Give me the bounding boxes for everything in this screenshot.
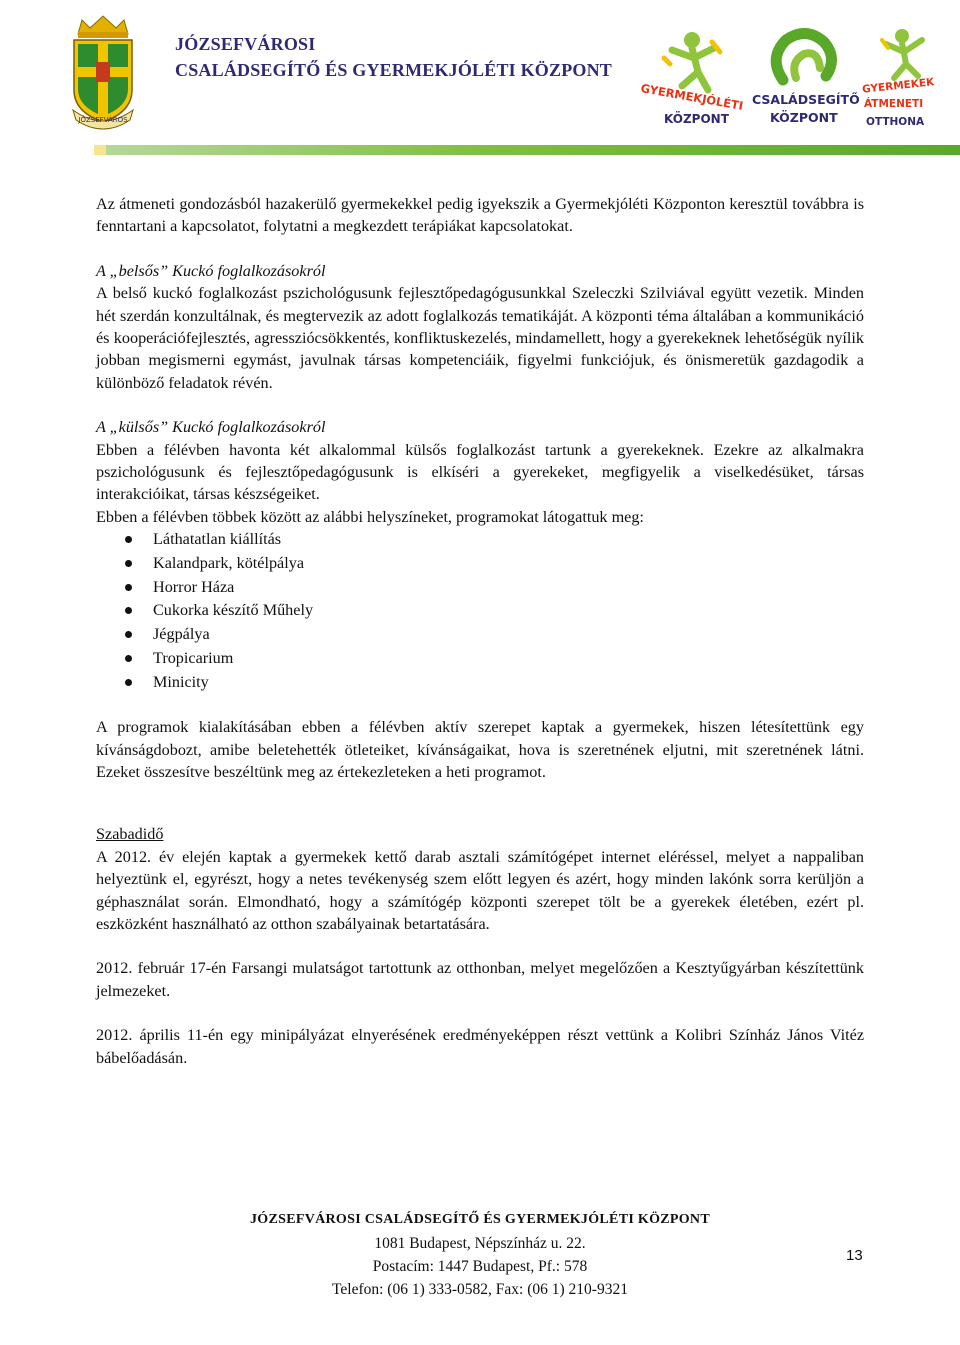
paragraph-visited-intro: Ebben a félévben többek között az alábbi helyszíneket, programokat látogattuk meg: (96, 507, 644, 526)
heading-outer-kucko: A „külsős” Kuckó foglalkozásokról (96, 418, 326, 437)
logo3-line1: GYERMEKEK (861, 76, 935, 96)
footer-address: 1081 Budapest, Népszínház u. 22. (374, 1235, 586, 1252)
paragraph-outer-kucko: Ebben a félévben havonta két alkalommal külsős foglalkozást tartunk a gyerekeknek. Ezekre az alkalmakra pszichológusunk és fejlesztőpedagógusunk is elkíséri a gyerekeket, megfigyelik a viselkedésüket, társas interakcióikat, társas készségeiket. (96, 440, 864, 504)
org-title-line2: CSALÁDSEGÍTŐ ÉS GYERMEKJÓLÉTI KÖZPONT (175, 60, 612, 80)
footer-organization: JÓZSEFVÁROSI CSALÁDSEGÍTŐ ÉS GYERMEKJÓLÉTI KÖZPONT (250, 1212, 710, 1227)
footer-phone: Telefon: (06 1) 333-0582, Fax: (06 1) 210-9321 (332, 1281, 628, 1298)
header-divider-accent (94, 145, 106, 155)
jumping-child-icon (858, 28, 940, 84)
logo1-line2: KÖZPONT (664, 112, 729, 126)
list-item: Kalandpark, kötélpálya (96, 552, 864, 576)
footer-postal-address: Postacím: 1447 Budapest, Pf.: 578 (372, 1258, 588, 1275)
embrace-swirl-icon (748, 28, 858, 90)
page-header (0, 0, 960, 160)
header-divider (94, 145, 960, 155)
logo3-line3: OTTHONA (866, 116, 925, 128)
org-title-line1: JÓZSEFVÁROSI (175, 34, 316, 54)
organization-title (175, 31, 612, 83)
logo3-line2: ÁTMENETI (864, 98, 924, 110)
list-item: Tropicarium (96, 647, 864, 671)
paragraph-computers: A 2012. év elején kaptak a gyermekek kettő darab asztali számítógépet internet eléréssel, melyet a nappaliban helyeztünk el, egyrészt, hogy a netes tevékenység szem előtt legyen és azért, hogy minden lakónk sorra kerüljön a géphasználat során. Elmondható, hogy a számítógép központi szerepet tölt be a gyerekek életében, ezért pl. eszközként használható az otthon szabályainak betartatására. (96, 847, 864, 934)
visited-places-list (96, 528, 864, 694)
heading-inner-kucko: A „belsős” Kuckó foglalkozásokról (96, 261, 326, 280)
logo2-line1: CSALÁDSEGÍTŐ (752, 92, 860, 107)
svg-text:JÓZSEFVÁROS: JÓZSEFVÁROS (78, 116, 128, 124)
list-item: Láthatatlan kiállítás (96, 528, 864, 552)
logo1-line1: GYERMEKJÓLÉTI (639, 81, 745, 113)
paragraph-inner-kucko: A belső kuckó foglalkozást pszichológusunk fejlesztőpedagógusunkkal Szeleczki Szilviával együtt vezetik. Minden hét szerdán konzultálnak, és megtervezik az adott foglalkozás tematikáját. A központi téma általában a kommunikáció és kooperációfejlesztés, agressziócsökkentés, konfliktuskezelés, mindamellett, hogy a gyerekeknek lehetőségük nyílik jobban megismerni egymást, javulnak társas kompetenciáik, figyelmi funkciójuk, és önismeretük gazdagodik a különböző feladatok révén. (96, 284, 864, 392)
crown-icon (78, 16, 128, 38)
paragraph-transition-care: Az átmeneti gondozásból hazakerülő gyermekekkel pedig igyekszik a Gyermekjóléti Központon keresztül továbbra is fenntartani a kapcsolatot, folytatni a megkezdett terápiákat kapcsolatokat. (96, 195, 864, 236)
gyermekjoleti-kozpont-logo (639, 28, 745, 138)
gyermekek-atmeneti-otthona-logo (858, 28, 940, 138)
list-item: Horror Háza (96, 576, 864, 600)
list-item: Minicity (96, 671, 864, 695)
page-number: 13 (846, 1247, 863, 1264)
logo2-line2: KÖZPONT (770, 110, 838, 125)
paragraph-theatre: 2012. április 11-én egy minipályázat elnyerésének eredményeképpen részt vettünk a Kolibri Színház János Vitéz bábelőadásán. (96, 1026, 864, 1067)
list-item: Jégpálya (96, 623, 864, 647)
csaladsegito-kozpont-logo (748, 28, 860, 125)
heading-free-time: Szabadidő (96, 825, 164, 844)
paragraph-carnival: 2012. február 17-én Farsangi mulatságot tartottunk az otthonban, melyet megelőzően a Kesztyűgyárban készítettünk jelmezeket. (96, 959, 864, 1000)
document-body (96, 193, 864, 1069)
coat-of-arms-logo (68, 12, 138, 132)
list-item: Cukorka készítő Műhely (96, 599, 864, 623)
paragraph-programs: A programok kialakításában ebben a félévben aktív szerepet kaptak a gyermekek, hiszen létesítettünk egy kívánságdobozt, amibe beletehették ötleteiket, kívánságaikat, hova is szeretnének eljutni, mit szeretnének látni. Ezeket összesítve beszéltünk meg az értekezleteken a heti programot. (96, 718, 864, 782)
